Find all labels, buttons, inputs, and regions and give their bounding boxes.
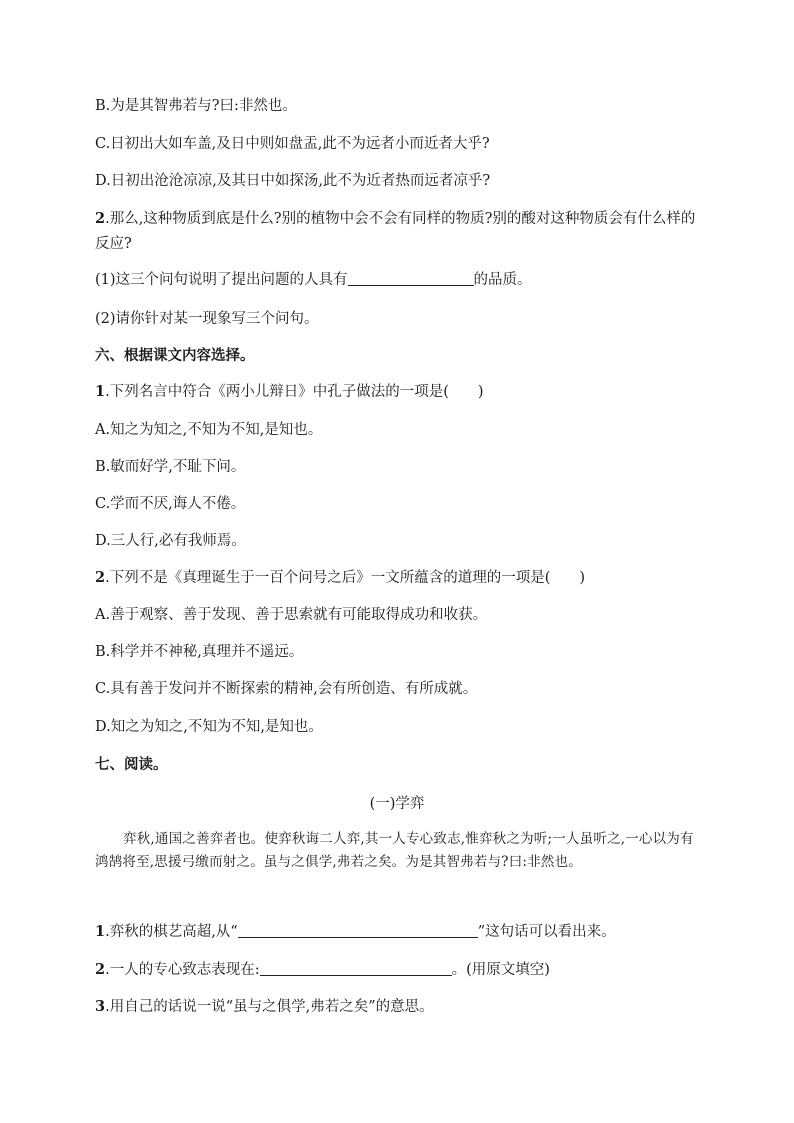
section-7-heading: 七、阅读。 [95, 756, 168, 773]
answer-blank[interactable] [348, 270, 474, 286]
question-2-sub-1 [95, 270, 532, 290]
reading-question-2 [95, 960, 550, 980]
question-number: 2 [95, 961, 106, 978]
answer-blank[interactable] [260, 960, 452, 976]
question-suffix: 。(用原文填空) [451, 962, 550, 978]
reading-question-1 [95, 922, 616, 942]
s6q2-option-c: C.具有善于发问并不断探索的精神,会有所创造、有所成就。 [95, 681, 478, 697]
question-text: .弈秋的棋艺高超,从“ [105, 924, 238, 940]
sub-question-suffix: 的品质。 [473, 272, 532, 288]
answer-blank[interactable] [238, 922, 478, 938]
question-number: 3 [95, 998, 106, 1015]
question-number: 2 [95, 210, 106, 227]
s6q1-option-a: A.知之为知之,不知为不知,是知也。 [95, 422, 323, 438]
passage-title: (一)学弈 [369, 796, 425, 812]
sub-question-text: (1)这三个问句说明了提出问题的人具有 [95, 272, 348, 288]
section-6-question-1 [95, 382, 484, 402]
question-2-sub-2: (2)请你针对某一现象写三个问句。 [95, 311, 319, 327]
section-6-heading: 六、根据课文内容选择。 [95, 347, 255, 364]
s6q1-option-b: B.敏而好学,不耻下问。 [95, 459, 246, 475]
option-b-line: B.为是其智弗若与?曰:非然也。 [95, 98, 297, 114]
s6q2-option-a: A.善于观察、善于发现、善于思索就有可能取得成功和收获。 [95, 607, 488, 623]
section-6-question-2 [95, 568, 585, 588]
s6q2-option-d: D.知之为知之,不知为不知,是知也。 [95, 719, 323, 735]
s6q1-option-c: C.学而不厌,诲人不倦。 [95, 496, 246, 512]
option-d-line: D.日初出沧沧凉凉,及其日中如探汤,此不为近者热而远者凉乎? [95, 173, 491, 189]
question-2 [95, 206, 705, 257]
question-text: .一人的专心致志表现在: [105, 962, 260, 978]
question-text: .下列不是《真理诞生于一百个问号之后》一文所蕴含的道理的一项是( ) [105, 570, 586, 586]
question-text: .用自己的话说一说“虽与之俱学,弗若之矣”的意思。 [105, 999, 434, 1015]
question-number: 1 [95, 923, 106, 940]
question-text: .那么,这种物质到底是什么?别的植物中会不会有同样的物质?别的酸对这种物质会有什么样的反应? [95, 211, 696, 252]
s6q1-option-d: D.三人行,必有我师焉。 [95, 533, 246, 549]
option-c-line: C.日初出大如车盖,及日中则如盘盂,此不为远者小而近者大乎? [95, 136, 490, 152]
s6q2-option-b: B.科学并不神秘,真理并不遥远。 [95, 644, 304, 660]
question-number: 2 [95, 569, 106, 586]
question-text: .下列名言中符合《两小儿辩日》中孔子做法的一项是( ) [105, 384, 484, 400]
classical-passage: 弈秋,通国之善弈者也。使弈秋诲二人弈,其一人专心致志,惟弈秋之为听;一人虽听之,一心以为有鸿鹄将至,思援弓缴而射之。虽与之俱学,弗若之矣。为是其智弗若与?曰:非然也。 [95, 831, 694, 870]
question-suffix: ”这句话可以看出来。 [477, 924, 616, 940]
question-number: 1 [95, 383, 106, 400]
reading-question-3 [95, 997, 434, 1017]
